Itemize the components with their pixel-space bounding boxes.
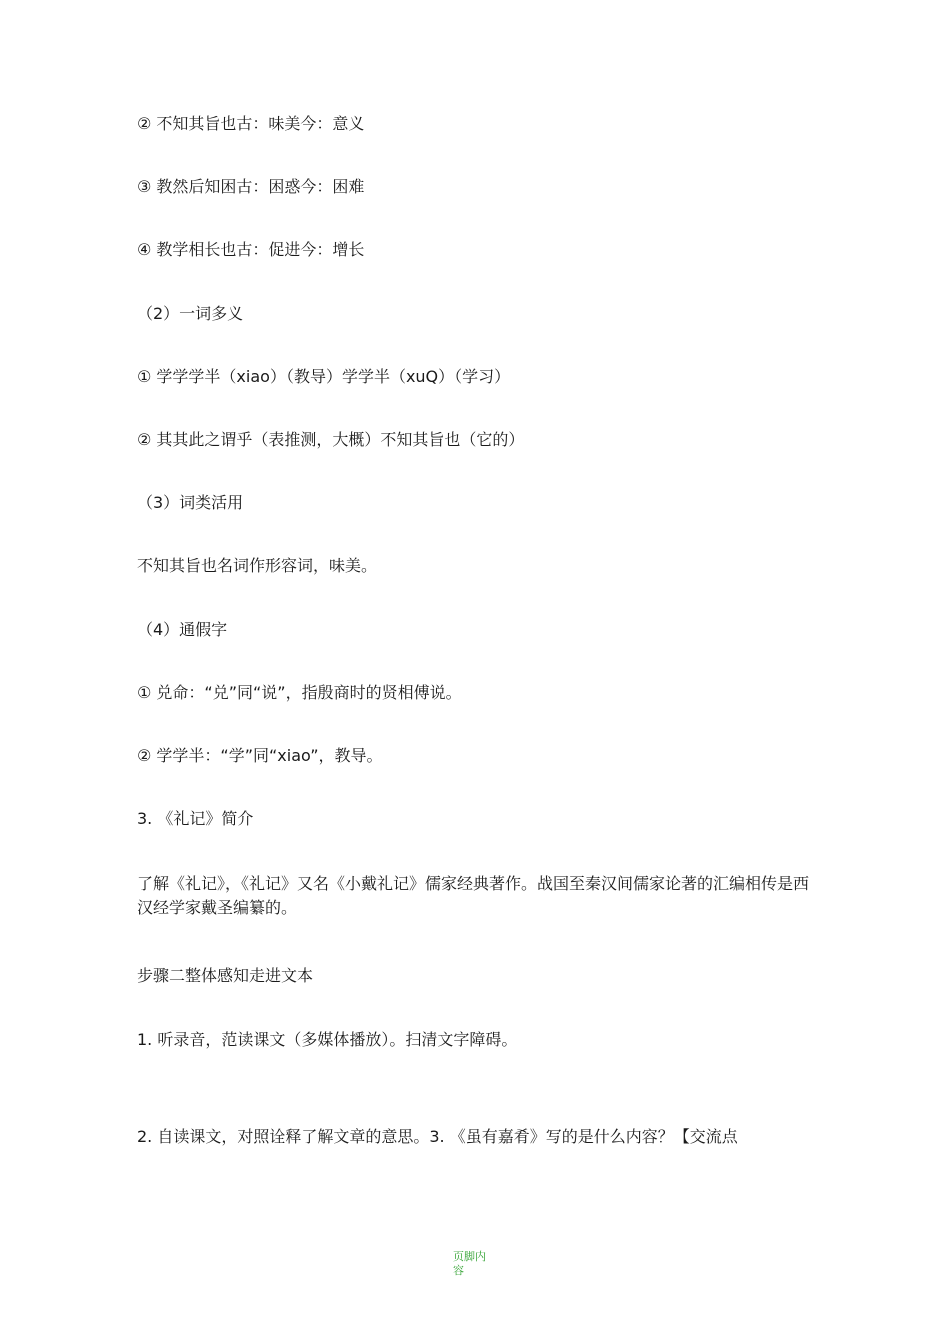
paragraph: 了解《礼记》，《礼记》又名《小戴礼记》儒家经典著作。战国至秦汉间儒家论著的汇编相传是西汉经学家戴圣编纂的。 bbox=[137, 874, 810, 917]
text-line: 不知其旨也名词作形容词，味美。 bbox=[137, 556, 378, 575]
text-line: ② 不知其旨也古：味美今：意义 bbox=[137, 114, 365, 133]
text-line: ① 兑命：“兑”同“说”，指殷商时的贤相傅说。 bbox=[137, 683, 462, 702]
text-line: 1. 听录音，范读课文（多媒体播放）。扫清文字障碍。 bbox=[137, 1030, 518, 1049]
section-heading: 3. 《礼记》简介 bbox=[137, 809, 254, 828]
section-heading: （3）词类活用 bbox=[137, 493, 244, 512]
text-line: ② 学学半：“学”同“xiao”，教导。 bbox=[137, 746, 383, 765]
text-line: ① 学学学半（xiao）（教导）学学半（xuQ）（学习） bbox=[137, 367, 511, 386]
page-footer: 页脚内容 bbox=[453, 1250, 486, 1277]
text-line: ③ 教然后知困古：困惑今：困难 bbox=[137, 177, 365, 196]
text-line: 2. 自读课文，对照诠释了解文章的意思。3. 《虽有嘉肴》写的是什么内容？【交流点 bbox=[137, 1127, 738, 1146]
section-heading: （4）通假字 bbox=[137, 620, 228, 639]
section-heading: （2）一词多义 bbox=[137, 304, 244, 323]
text-line: ④ 教学相长也古：促进今：增长 bbox=[137, 240, 365, 259]
text-line: ② 其其此之谓乎（表推测，大概）不知其旨也（它的） bbox=[137, 430, 525, 449]
section-heading: 步骤二整体感知走进文本 bbox=[137, 966, 314, 985]
